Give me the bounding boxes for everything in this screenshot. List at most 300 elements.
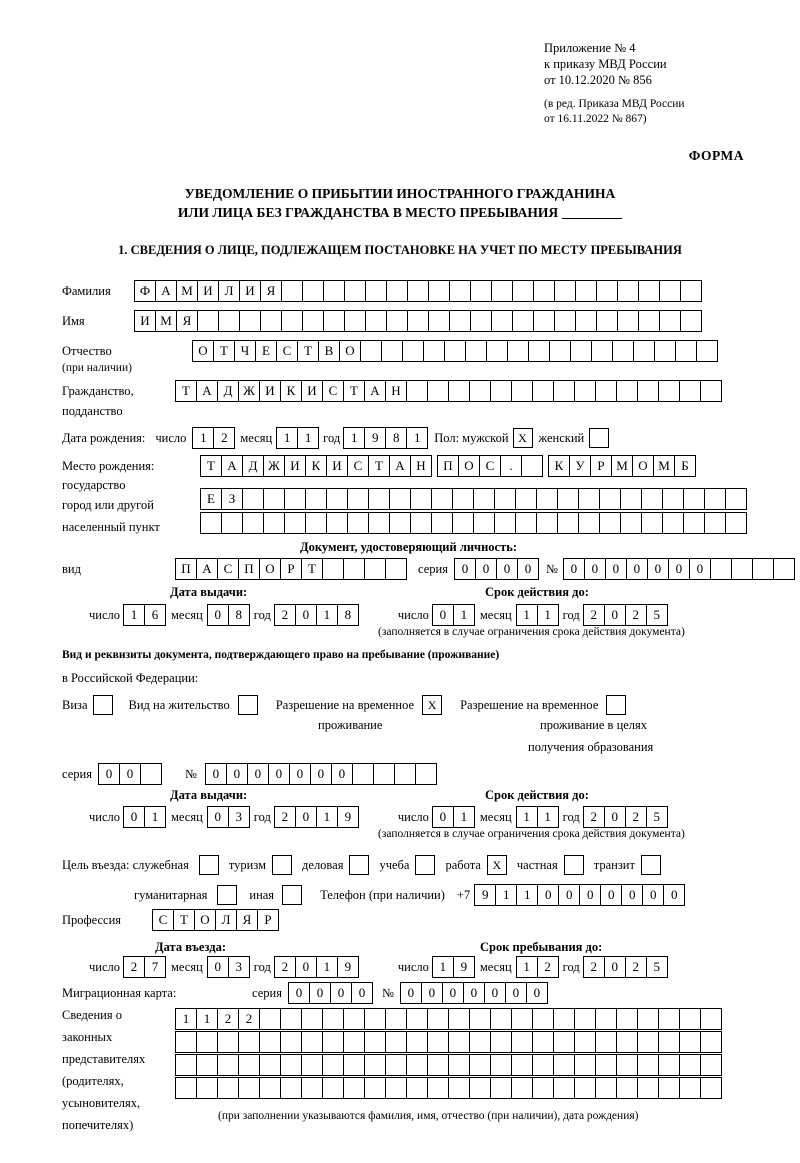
citizenship-boxes[interactable] [175, 380, 721, 402]
char-box[interactable] [175, 1031, 197, 1053]
stay-year-boxes[interactable] [583, 956, 667, 978]
char-box[interactable] [533, 280, 555, 302]
char-box[interactable]: Н [385, 380, 407, 402]
edu-residence-checkbox[interactable] [606, 695, 626, 715]
char-box[interactable]: 0 [207, 806, 229, 828]
char-box[interactable]: 0 [505, 982, 527, 1004]
char-box[interactable]: 2 [625, 604, 647, 626]
char-box[interactable] [448, 380, 470, 402]
char-box[interactable] [595, 380, 617, 402]
char-box[interactable]: 1 [316, 806, 338, 828]
char-box[interactable]: 0 [605, 558, 627, 580]
char-box[interactable] [574, 380, 596, 402]
char-box[interactable]: 2 [625, 956, 647, 978]
char-box[interactable] [238, 1031, 260, 1053]
birthplace-city-boxes-c[interactable] [200, 488, 746, 510]
char-box[interactable] [533, 310, 555, 332]
char-box[interactable] [578, 512, 600, 534]
char-box[interactable] [679, 1054, 701, 1076]
char-box[interactable] [427, 1031, 449, 1053]
char-box[interactable] [452, 488, 474, 510]
char-box[interactable] [302, 310, 324, 332]
purpose-private-checkbox[interactable] [564, 855, 584, 875]
char-box[interactable] [175, 1054, 197, 1076]
char-box[interactable]: 0 [484, 982, 506, 1004]
char-box[interactable] [386, 280, 408, 302]
char-box[interactable] [406, 1008, 428, 1030]
char-box[interactable] [322, 1008, 344, 1030]
char-box[interactable] [415, 763, 437, 785]
char-box[interactable] [532, 1054, 554, 1076]
char-box[interactable]: 1 [406, 427, 428, 449]
char-box[interactable]: Н [410, 455, 432, 477]
char-box[interactable] [360, 340, 382, 362]
char-box[interactable] [700, 1077, 722, 1099]
char-box[interactable] [553, 1008, 575, 1030]
char-box[interactable] [616, 1054, 638, 1076]
char-box[interactable]: И [326, 455, 348, 477]
char-box[interactable] [431, 488, 453, 510]
char-box[interactable]: С [152, 909, 174, 931]
char-box[interactable] [302, 280, 324, 302]
sex-male-checkbox[interactable]: X [513, 428, 533, 448]
char-box[interactable] [385, 1077, 407, 1099]
char-box[interactable] [641, 512, 663, 534]
char-box[interactable] [490, 1077, 512, 1099]
purpose-tourism-checkbox[interactable] [272, 855, 292, 875]
char-box[interactable] [680, 280, 702, 302]
name-boxes[interactable] [134, 310, 701, 332]
char-box[interactable] [365, 310, 387, 332]
char-box[interactable]: О [458, 455, 480, 477]
char-box[interactable]: 1 [144, 806, 166, 828]
char-box[interactable] [410, 488, 432, 510]
char-box[interactable]: 0 [207, 604, 229, 626]
char-box[interactable]: 7 [144, 956, 166, 978]
char-box[interactable] [752, 558, 774, 580]
char-box[interactable]: 0 [600, 884, 622, 906]
char-box[interactable]: 8 [385, 427, 407, 449]
char-box[interactable] [364, 1008, 386, 1030]
char-box[interactable] [280, 1054, 302, 1076]
char-box[interactable] [553, 1054, 575, 1076]
char-box[interactable] [574, 1054, 596, 1076]
char-box[interactable] [217, 1031, 239, 1053]
char-box[interactable] [596, 310, 618, 332]
char-box[interactable]: З [221, 488, 243, 510]
char-box[interactable] [343, 1077, 365, 1099]
char-box[interactable] [465, 340, 487, 362]
char-box[interactable]: 0 [310, 763, 332, 785]
char-box[interactable] [444, 340, 466, 362]
char-box[interactable] [658, 1008, 680, 1030]
char-box[interactable] [617, 280, 639, 302]
char-box[interactable] [368, 488, 390, 510]
char-box[interactable] [595, 1077, 617, 1099]
char-box[interactable]: 0 [432, 604, 454, 626]
char-box[interactable]: К [280, 380, 302, 402]
char-box[interactable] [175, 1077, 197, 1099]
char-box[interactable] [491, 280, 513, 302]
char-box[interactable] [511, 1031, 533, 1053]
char-box[interactable] [322, 558, 344, 580]
char-box[interactable] [259, 1054, 281, 1076]
char-box[interactable]: Р [590, 455, 612, 477]
doc-valid-month-boxes[interactable] [516, 604, 558, 626]
char-box[interactable] [322, 1031, 344, 1053]
char-box[interactable]: 8 [228, 604, 250, 626]
char-box[interactable] [280, 1031, 302, 1053]
char-box[interactable]: 1 [297, 427, 319, 449]
purpose-service-checkbox[interactable] [199, 855, 219, 875]
char-box[interactable] [683, 512, 705, 534]
char-box[interactable] [704, 488, 726, 510]
char-box[interactable] [470, 310, 492, 332]
visa-checkbox[interactable] [93, 695, 113, 715]
purpose-business-checkbox[interactable] [349, 855, 369, 875]
char-box[interactable]: 2 [583, 956, 605, 978]
legal-rep-boxes-4[interactable] [175, 1077, 721, 1099]
char-box[interactable] [574, 1008, 596, 1030]
char-box[interactable] [596, 280, 618, 302]
char-box[interactable]: 9 [337, 806, 359, 828]
perm-issue-day-boxes[interactable] [123, 806, 165, 828]
char-box[interactable] [528, 340, 550, 362]
char-box[interactable]: О [259, 558, 281, 580]
birthplace-state-boxes[interactable] [200, 455, 431, 477]
char-box[interactable] [402, 340, 424, 362]
char-box[interactable] [263, 512, 285, 534]
char-box[interactable]: 0 [205, 763, 227, 785]
char-box[interactable] [473, 488, 495, 510]
char-box[interactable] [662, 488, 684, 510]
char-box[interactable]: 0 [421, 982, 443, 1004]
surname-boxes[interactable] [134, 280, 701, 302]
char-box[interactable]: Д [242, 455, 264, 477]
char-box[interactable]: 2 [213, 427, 235, 449]
char-box[interactable]: 0 [351, 982, 373, 1004]
char-box[interactable]: 6 [144, 604, 166, 626]
char-box[interactable] [536, 512, 558, 534]
char-box[interactable]: М [176, 280, 198, 302]
char-box[interactable] [406, 1054, 428, 1076]
char-box[interactable]: Е [200, 488, 222, 510]
char-box[interactable] [343, 1008, 365, 1030]
char-box[interactable] [515, 488, 537, 510]
char-box[interactable]: 0 [400, 982, 422, 1004]
char-box[interactable] [406, 1077, 428, 1099]
char-box[interactable] [637, 1031, 659, 1053]
char-box[interactable]: 0 [98, 763, 120, 785]
char-box[interactable] [263, 488, 285, 510]
char-box[interactable] [386, 310, 408, 332]
char-box[interactable] [427, 1054, 449, 1076]
phone-boxes[interactable] [474, 884, 684, 906]
char-box[interactable] [347, 512, 369, 534]
profession-boxes[interactable] [152, 909, 278, 931]
char-box[interactable]: 5 [646, 604, 668, 626]
char-box[interactable] [659, 280, 681, 302]
char-box[interactable]: 2 [274, 604, 296, 626]
char-box[interactable]: И [301, 380, 323, 402]
char-box[interactable] [679, 1077, 701, 1099]
char-box[interactable] [511, 380, 533, 402]
char-box[interactable]: 0 [537, 884, 559, 906]
mig-series-boxes[interactable] [288, 982, 372, 1004]
char-box[interactable]: 1 [453, 806, 475, 828]
char-box[interactable] [696, 340, 718, 362]
residence-checkbox[interactable] [238, 695, 258, 715]
char-box[interactable] [389, 512, 411, 534]
char-box[interactable]: М [611, 455, 633, 477]
char-box[interactable] [343, 1031, 365, 1053]
char-box[interactable] [553, 1077, 575, 1099]
char-box[interactable]: Т [297, 340, 319, 362]
char-box[interactable] [595, 1054, 617, 1076]
stay-day-boxes[interactable] [432, 956, 474, 978]
char-box[interactable] [218, 310, 240, 332]
char-box[interactable]: 0 [689, 558, 711, 580]
char-box[interactable] [658, 1054, 680, 1076]
char-box[interactable]: Ж [238, 380, 260, 402]
char-box[interactable] [486, 340, 508, 362]
char-box[interactable] [407, 310, 429, 332]
char-box[interactable]: 0 [584, 558, 606, 580]
char-box[interactable]: И [284, 455, 306, 477]
char-box[interactable] [675, 340, 697, 362]
char-box[interactable]: 9 [337, 956, 359, 978]
char-box[interactable] [532, 1077, 554, 1099]
char-box[interactable]: 0 [475, 558, 497, 580]
char-box[interactable]: 1 [343, 427, 365, 449]
char-box[interactable] [385, 1054, 407, 1076]
perm-valid-year-boxes[interactable] [583, 806, 667, 828]
char-box[interactable] [352, 763, 374, 785]
char-box[interactable] [343, 558, 365, 580]
char-box[interactable] [553, 1031, 575, 1053]
char-box[interactable] [637, 1008, 659, 1030]
char-box[interactable]: Ч [234, 340, 256, 362]
char-box[interactable] [259, 1008, 281, 1030]
char-box[interactable]: 0 [331, 763, 353, 785]
char-box[interactable]: 1 [276, 427, 298, 449]
char-box[interactable] [431, 512, 453, 534]
char-box[interactable] [344, 310, 366, 332]
doc-issue-month-boxes[interactable] [207, 604, 249, 626]
char-box[interactable]: А [364, 380, 386, 402]
mig-number-boxes[interactable] [400, 982, 547, 1004]
char-box[interactable]: Т [343, 380, 365, 402]
char-box[interactable] [532, 1031, 554, 1053]
char-box[interactable] [259, 1031, 281, 1053]
char-box[interactable] [381, 340, 403, 362]
char-box[interactable] [658, 1077, 680, 1099]
char-box[interactable]: 0 [247, 763, 269, 785]
char-box[interactable]: Т [200, 455, 222, 477]
char-box[interactable] [595, 1008, 617, 1030]
char-box[interactable]: 3 [228, 956, 250, 978]
char-box[interactable]: С [322, 380, 344, 402]
birthplace-city-boxes-d[interactable] [200, 512, 746, 534]
char-box[interactable]: 0 [295, 806, 317, 828]
char-box[interactable] [574, 1077, 596, 1099]
char-box[interactable]: 2 [274, 956, 296, 978]
char-box[interactable]: 0 [642, 884, 664, 906]
char-box[interactable]: 0 [579, 884, 601, 906]
char-box[interactable] [616, 1008, 638, 1030]
temp-residence-checkbox[interactable]: X [422, 695, 442, 715]
char-box[interactable] [407, 280, 429, 302]
char-box[interactable]: С [479, 455, 501, 477]
char-box[interactable]: 5 [646, 806, 668, 828]
char-box[interactable]: 1 [192, 427, 214, 449]
char-box[interactable] [427, 380, 449, 402]
char-box[interactable]: 0 [668, 558, 690, 580]
char-box[interactable]: 0 [496, 558, 518, 580]
doc-valid-day-boxes[interactable] [432, 604, 474, 626]
char-box[interactable] [221, 512, 243, 534]
char-box[interactable] [620, 512, 642, 534]
char-box[interactable] [599, 512, 621, 534]
char-box[interactable] [591, 340, 613, 362]
char-box[interactable]: 3 [228, 806, 250, 828]
char-box[interactable]: 0 [123, 806, 145, 828]
legal-rep-boxes-3[interactable] [175, 1054, 721, 1076]
stay-month-boxes[interactable] [516, 956, 558, 978]
char-box[interactable] [616, 1031, 638, 1053]
char-box[interactable] [700, 1008, 722, 1030]
char-box[interactable] [301, 1077, 323, 1099]
perm-number-boxes[interactable] [205, 763, 436, 785]
char-box[interactable] [305, 488, 327, 510]
char-box[interactable] [557, 488, 579, 510]
char-box[interactable]: 0 [463, 982, 485, 1004]
char-box[interactable]: 2 [583, 806, 605, 828]
char-box[interactable] [280, 1008, 302, 1030]
char-box[interactable] [410, 512, 432, 534]
char-box[interactable]: С [347, 455, 369, 477]
char-box[interactable]: 0 [626, 558, 648, 580]
perm-valid-month-boxes[interactable] [516, 806, 558, 828]
char-box[interactable] [700, 380, 722, 402]
char-box[interactable] [284, 512, 306, 534]
char-box[interactable]: 5 [646, 956, 668, 978]
char-box[interactable] [616, 1077, 638, 1099]
legal-rep-boxes-1[interactable] [175, 1008, 721, 1030]
char-box[interactable]: М [653, 455, 675, 477]
char-box[interactable] [406, 380, 428, 402]
char-box[interactable]: 0 [604, 956, 626, 978]
char-box[interactable] [364, 1031, 386, 1053]
char-box[interactable]: 0 [288, 982, 310, 1004]
char-box[interactable] [578, 488, 600, 510]
char-box[interactable] [344, 280, 366, 302]
char-box[interactable] [196, 1077, 218, 1099]
char-box[interactable] [511, 1008, 533, 1030]
char-box[interactable] [280, 1077, 302, 1099]
char-box[interactable]: 0 [517, 558, 539, 580]
char-box[interactable]: Б [674, 455, 696, 477]
purpose-other-checkbox[interactable] [282, 885, 302, 905]
char-box[interactable]: К [305, 455, 327, 477]
birth-day-boxes[interactable] [192, 427, 234, 449]
char-box[interactable] [301, 1054, 323, 1076]
char-box[interactable] [406, 1031, 428, 1053]
char-box[interactable] [448, 1031, 470, 1053]
char-box[interactable] [704, 512, 726, 534]
char-box[interactable] [242, 488, 264, 510]
char-box[interactable] [679, 1008, 701, 1030]
char-box[interactable] [385, 558, 407, 580]
char-box[interactable]: 0 [295, 604, 317, 626]
char-box[interactable]: Ж [263, 455, 285, 477]
char-box[interactable]: 0 [119, 763, 141, 785]
char-box[interactable] [284, 488, 306, 510]
char-box[interactable]: 0 [558, 884, 580, 906]
char-box[interactable]: 8 [337, 604, 359, 626]
char-box[interactable] [448, 1008, 470, 1030]
char-box[interactable]: Т [173, 909, 195, 931]
char-box[interactable] [217, 1054, 239, 1076]
char-box[interactable]: 0 [604, 604, 626, 626]
char-box[interactable] [773, 558, 795, 580]
char-box[interactable]: . [500, 455, 522, 477]
char-box[interactable] [343, 1054, 365, 1076]
char-box[interactable] [515, 512, 537, 534]
char-box[interactable] [259, 1077, 281, 1099]
char-box[interactable]: 1 [432, 956, 454, 978]
birth-year-boxes[interactable] [343, 427, 427, 449]
char-box[interactable] [394, 763, 416, 785]
char-box[interactable]: П [437, 455, 459, 477]
char-box[interactable] [637, 1054, 659, 1076]
entry-year-boxes[interactable] [274, 956, 358, 978]
char-box[interactable]: 0 [454, 558, 476, 580]
char-box[interactable] [238, 1054, 260, 1076]
char-box[interactable]: 1 [316, 956, 338, 978]
char-box[interactable]: Д [217, 380, 239, 402]
char-box[interactable] [449, 280, 471, 302]
char-box[interactable] [323, 310, 345, 332]
char-box[interactable] [368, 512, 390, 534]
char-box[interactable] [532, 380, 554, 402]
char-box[interactable] [490, 1054, 512, 1076]
char-box[interactable]: 9 [453, 956, 475, 978]
char-box[interactable]: Т [213, 340, 235, 362]
char-box[interactable] [347, 488, 369, 510]
char-box[interactable]: К [548, 455, 570, 477]
char-box[interactable] [658, 1031, 680, 1053]
char-box[interactable]: 1 [123, 604, 145, 626]
char-box[interactable] [494, 512, 516, 534]
char-box[interactable] [448, 1054, 470, 1076]
char-box[interactable] [217, 1077, 239, 1099]
char-box[interactable] [700, 1054, 722, 1076]
char-box[interactable] [532, 1008, 554, 1030]
doc-valid-year-boxes[interactable] [583, 604, 667, 626]
char-box[interactable] [197, 310, 219, 332]
perm-valid-day-boxes[interactable] [432, 806, 474, 828]
char-box[interactable]: А [196, 380, 218, 402]
char-box[interactable]: 1 [316, 604, 338, 626]
purpose-transit-checkbox[interactable] [641, 855, 661, 875]
char-box[interactable]: 0 [289, 763, 311, 785]
char-box[interactable] [507, 340, 529, 362]
perm-issue-year-boxes[interactable] [274, 806, 358, 828]
char-box[interactable] [469, 380, 491, 402]
char-box[interactable]: 0 [309, 982, 331, 1004]
char-box[interactable]: О [632, 455, 654, 477]
